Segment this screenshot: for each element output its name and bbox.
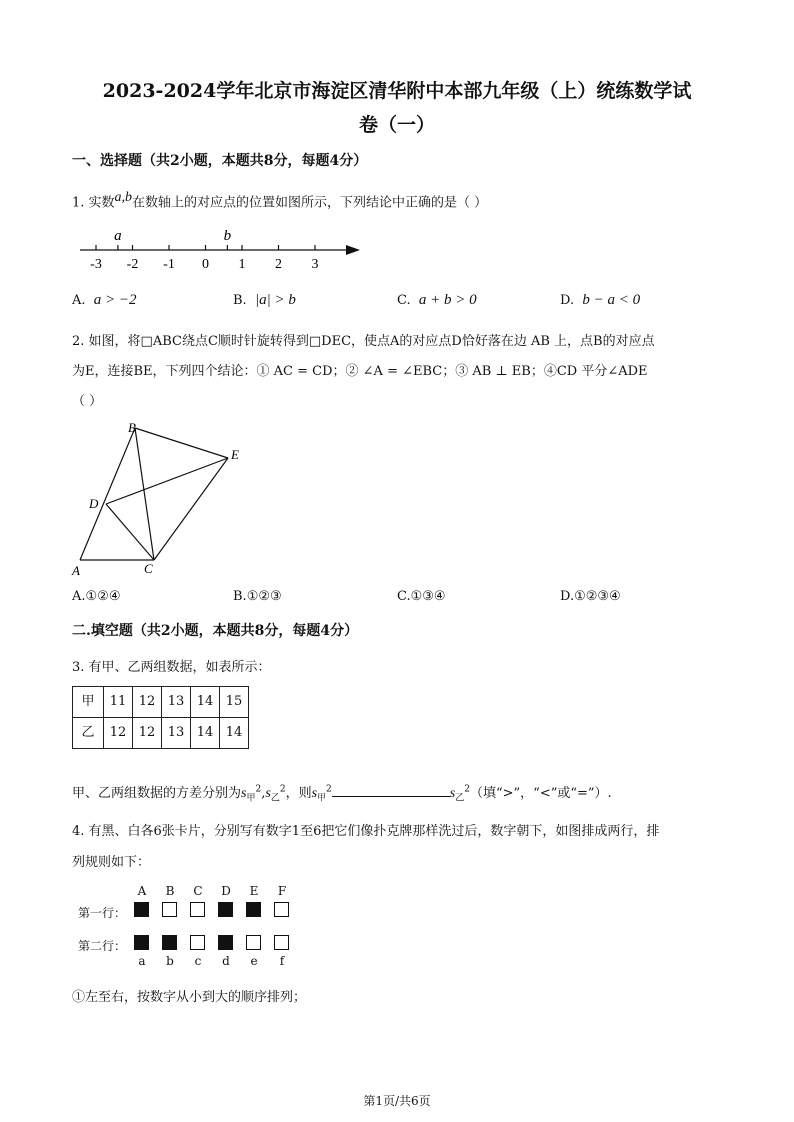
table-cell: 15 [220,687,249,718]
q1-option-b[interactable]: B. |a| > b [233,292,296,308]
number-line-tick-label: -2 [126,257,139,272]
label-A: A [72,563,80,578]
question-4-line1: 4. 有黑、白各6张卡片，分别写有数字1至6把它们像扑克牌那样洗过后，数字朝下，如图排成两行，排 [72,824,660,839]
table-cell: 14 [220,718,249,749]
card-black [162,935,177,950]
question-4-rule1: ①左至右，按数字从小到大的顺序排列； [72,990,307,1005]
answer-blank[interactable] [332,784,450,797]
segment-DE [106,458,228,504]
section-heading-fill: 二.填空题（共2小题，本题共8分，每题4分） [72,623,359,639]
card-column-label: A [137,884,147,898]
table-cell: 13 [162,718,191,749]
row2-label: 第二行： [78,939,127,953]
card-white [274,935,289,950]
page-title-line2: 卷（一） [358,114,435,136]
question-2-line2: 为E，连接BE，下列四个结论：① AC = CD；② ∠A = ∠EBC；③ AB ⊥ EB；④CD 平分∠ADE [72,364,648,379]
table-row-label: 甲 [73,687,104,718]
table-cell: 12 [133,718,162,749]
q2-option-b[interactable]: B.①②③ [233,589,282,604]
question-3-intro: 3. 有甲、乙两组数据，如表所示： [72,660,271,675]
q1-prefix: 1. 实数 [72,195,115,211]
number-line-tick-label: 1 [238,257,246,272]
card-black [134,935,149,950]
segment-EC [154,458,228,560]
number-line-label-a: a [114,228,122,244]
q1-option-d[interactable]: D. b − a < 0 [560,292,641,308]
question-3-statement: 甲、乙两组数据的方差分别为$s_甲^2,s_乙^2$，则$s_甲^2$ $s_乙^2$（填“>”，“<”或“=”）. [72,784,612,804]
number-line-tick-label: 0 [202,257,209,272]
card-black [246,902,261,917]
table-cell: 14 [191,718,220,749]
number-line-tick-label: 3 [311,257,319,272]
table-row-label: 乙 [73,718,104,749]
row1-label: 第一行： [78,906,127,920]
segment-BE [135,428,228,458]
number-line-tick-label: -3 [90,257,102,272]
card-column-label: C [193,884,203,898]
q1-option-d-expr: b − a < 0 [582,292,641,308]
label-B: B [128,420,136,435]
page-footer: 第1页/共6页 [363,1094,431,1108]
table-cell: 11 [104,687,133,718]
question-2-line3: （ ） [72,394,103,409]
page-title-line1: 2023-2024学年北京市海淀区清华附中本部九年级（上）统练数学试 [102,80,692,102]
card-column-label: d [222,954,230,968]
table-cell: 14 [191,687,220,718]
cards-figure [72,884,332,974]
q2-option-c[interactable]: C.①③④ [397,589,446,604]
card-column-label: F [277,884,287,898]
q2-option-d[interactable]: D.①②③④ [560,589,621,604]
card-white [274,902,289,917]
card-column-label: a [138,954,146,968]
card-column-label: B [165,884,175,898]
q2-option-a[interactable]: A.①②④ [72,589,121,604]
table-row-jia [73,687,249,718]
label-D: D [89,496,99,511]
question-1-stem [72,190,487,210]
question-4-line2: 列规则如下： [72,855,151,870]
label-C: C [144,561,153,576]
card-column-label: D [221,884,231,898]
segment-AB [80,428,135,560]
q1-option-c-expr: a + b > 0 [418,292,477,308]
section-heading-choice: 一、选择题（共2小题，本题共8分，每题4分） [72,153,368,169]
card-white [162,902,177,917]
table-row-yi [73,718,249,749]
data-table [72,686,249,749]
table-cell: 12 [104,718,133,749]
q1-option-c[interactable]: C. a + b > 0 [397,292,477,308]
number-line-tick-label: -1 [163,257,175,272]
table-cell: 13 [162,687,191,718]
number-line-tick-label: 2 [275,257,282,272]
q1-option-a-expr: a > −2 [93,292,137,308]
number-line-label-b: b [223,228,232,244]
number-line-arrow [346,245,360,255]
card-column-label: f [279,954,285,968]
card-black [218,935,233,950]
card-column-label: E [249,884,259,898]
card-column-label: c [194,954,202,968]
card-white [190,935,205,950]
card-black [134,902,149,917]
q1-suffix: 在数轴上的对应点的位置如图所示，下列结论中正确的是（ ） [132,195,488,211]
q1-option-b-expr: |a| > b [254,292,296,308]
segment-BC [135,428,154,560]
triangle-rotation-figure [66,418,256,580]
card-column-label: b [166,954,174,968]
q1-vars: a,b [114,190,133,205]
label-E: E [231,447,239,462]
number-line-figure [78,222,368,274]
card-white [190,902,205,917]
table-cell: 12 [133,687,162,718]
q1-option-a[interactable]: A. a > −2 [72,292,137,308]
card-column-label: e [250,954,258,968]
card-black [218,902,233,917]
card-white [246,935,261,950]
question-2-line1: 2. 如图，将□ABC绕点C顺时针旋转得到□DEC，使点A的对应点D恰好落在边 AB 上，点B的对应点 [72,334,655,349]
